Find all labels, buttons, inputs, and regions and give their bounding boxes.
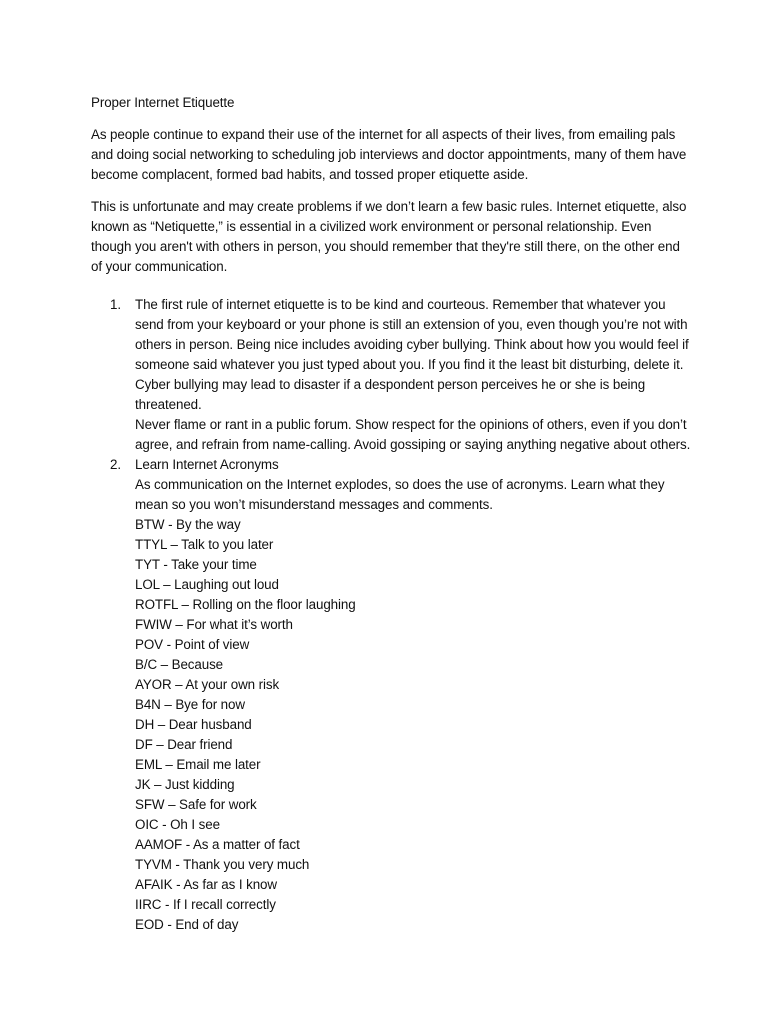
document-body (91, 93, 691, 935)
list-number: 1. (110, 297, 121, 312)
rule-text-secondary: Never flame or rant in a public forum. Show respect for the opinions of others, even if you don’t agree, and refrain from name-calling. Avoid gossiping or saying anything negative about others. (135, 417, 691, 452)
acronym-item: SFW – Safe for work (135, 797, 257, 812)
acronym-item: EML – Email me later (135, 757, 261, 772)
acronym-item: FWIW – For what it’s worth (135, 617, 293, 632)
acronym-item: AAMOF - As a matter of fact (135, 837, 300, 852)
acronym-item: DF – Dear friend (135, 737, 233, 752)
list-number: 2. (110, 457, 121, 472)
rules-list (91, 295, 691, 935)
acronym-item: IIRC - If I recall correctly (135, 897, 276, 912)
acronym-item: OIC - Oh I see (135, 817, 220, 832)
intro-paragraph: As people continue to expand their use of the internet for all aspects of their lives, from emailing pals and doing social networking to scheduling job interviews and doctor appointments, many of them have become complacent, formed bad habits, and tossed proper etiquette aside. (91, 127, 687, 182)
acronym-item: AYOR – At your own risk (135, 677, 280, 692)
acronym-item: DH – Dear husband (135, 717, 252, 732)
acronym-item: TYT - Take your time (135, 557, 257, 572)
acronym-item: EOD - End of day (135, 917, 239, 932)
acronym-item: ROTFL – Rolling on the floor laughing (135, 597, 356, 612)
document-title: Proper Internet Etiquette (91, 95, 235, 110)
acronym-item: TTYL – Talk to you later (135, 537, 274, 552)
acronym-list (135, 515, 691, 935)
rule-text: As communication on the Internet explodes, so does the use of acronyms. Learn what they mean so you won’t misunderstand messages and comments. (135, 477, 665, 512)
acronym-item: AFAIK - As far as I know (135, 877, 277, 892)
acronym-item: POV - Point of view (135, 637, 250, 652)
acronym-item: B4N – Bye for now (135, 697, 245, 712)
acronym-item: B/C – Because (135, 657, 224, 672)
rule-item-acronyms (91, 455, 691, 935)
rule-heading: Learn Internet Acronyms (135, 457, 279, 472)
acronym-item: BTW - By the way (135, 517, 241, 532)
acronym-item: JK – Just kidding (135, 777, 235, 792)
netiquette-paragraph: This is unfortunate and may create problems if we don’t learn a few basic rules. Internet etiquette, also known as “Netiquette,” is essential in a civilized work environment or personal relationship. Even though you aren't with others in person, you should remember that they're still there, on the other end of your communication. (91, 199, 687, 274)
rule-item-kindness (91, 295, 691, 455)
acronym-item: TYVM - Thank you very much (135, 857, 310, 872)
rule-text: The first rule of internet etiquette is to be kind and courteous. Remember that whatever you send from your keyboard or your phone is still an extension of you, even though you’re not with others in person. Being nice includes avoiding cyber bullying. Think about how you would feel if someone said whatever you just typed about you. If you find it the least bit disturbing, delete it. Cyber bullying may lead to disaster if a despondent person perceives he or she is being threatened. (135, 297, 689, 412)
acronym-item: LOL – Laughing out loud (135, 577, 279, 592)
